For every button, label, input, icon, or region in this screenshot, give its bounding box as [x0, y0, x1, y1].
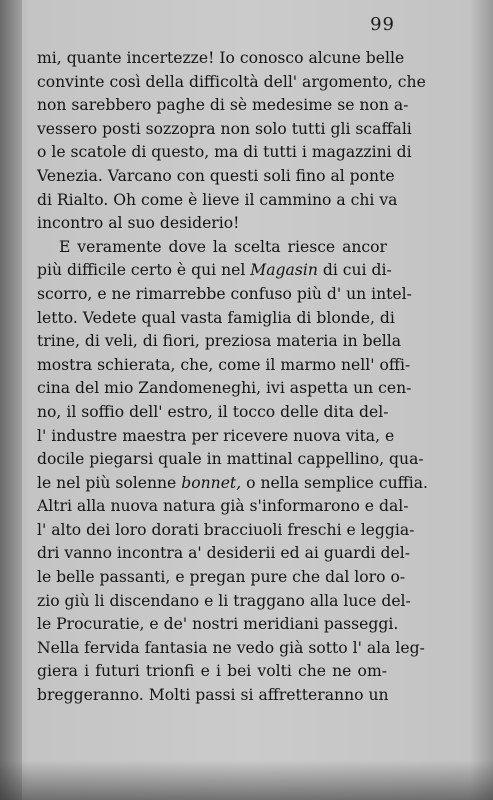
- text-line: giera i futuri trionfi e i bei volti che ne om-: [37, 662, 387, 681]
- page-gutter-shadow: [0, 0, 22, 800]
- text-line: l' alto dei loro dorati bracciuoli freschi e leggia-: [37, 520, 415, 539]
- text-line: trine, di veli, di fiori, preziosa materia in bella: [37, 332, 402, 351]
- text-line: le Procuratie, e de' nostri meridiani passeggi.: [37, 615, 399, 634]
- text-line: di Rialto. Oh come è lieve il cammino a chi va: [37, 190, 398, 209]
- text-line: convinte così della difficoltà dell' argomento, che: [37, 72, 426, 91]
- text-line: Altri alla nuova natura già s'informarono e dal-: [37, 497, 409, 516]
- text-line: le belle passanti, e pregan pure che dal loro o-: [37, 568, 406, 587]
- text-line: Nella fervida fantasia ne vedo già sotto l' ala leg-: [37, 638, 425, 657]
- page-number: 99: [370, 14, 395, 35]
- page-bottom-shadow: [0, 760, 493, 800]
- text-line: E veramente dove la scelta riesce ancor: [59, 237, 387, 256]
- text-line: breggeranno. Molti passi si affretteranno un: [37, 686, 389, 705]
- text-line: scorro, e ne rimarrebbe confuso più d' un intel-: [37, 284, 412, 303]
- text-line: incontro al suo desiderio!: [37, 214, 240, 233]
- text-line: le nel più solenne bonnet, o nella semplice cuffia.: [37, 473, 428, 492]
- text-line: l' industre maestra per ricevere nuova vita, e: [37, 426, 395, 445]
- text-line: docile piegarsi quale in mattinal cappellino, qua-: [37, 450, 424, 469]
- text-line: vessero posti sozzopra non solo tutti gli scaffali: [37, 119, 412, 138]
- text-line: no, il soffio dell' estro, il tocco delle dita del-: [37, 402, 389, 421]
- text-line: zio giù li discendano e li traggano alla luce del-: [37, 591, 411, 610]
- text-line: mi, quante incertezze! Io conosco alcune belle: [37, 49, 405, 67]
- text-line: Venezia. Varcano con questi soli fino al ponte: [37, 166, 395, 185]
- text-line: mostra schierata, che, come il marmo nell' offi-: [37, 355, 411, 374]
- text-line: non sarebbero paghe di sè medesime se non a-: [37, 96, 409, 115]
- body-text: [37, 47, 428, 708]
- text-line: dri vanno incontra a' desiderii ed ai guardi del-: [37, 544, 411, 563]
- text-line: più difficile certo è qui nel Magasin di cui di-: [37, 261, 392, 280]
- text-line: o le scatole di questo, ma di tutti i magazzini di: [37, 143, 412, 162]
- text-line: cina del mio Zandomeneghi, ivi aspetta un cen-: [37, 379, 412, 398]
- text-line: letto. Vedete qual vasta famiglia di blonde, di: [37, 308, 395, 327]
